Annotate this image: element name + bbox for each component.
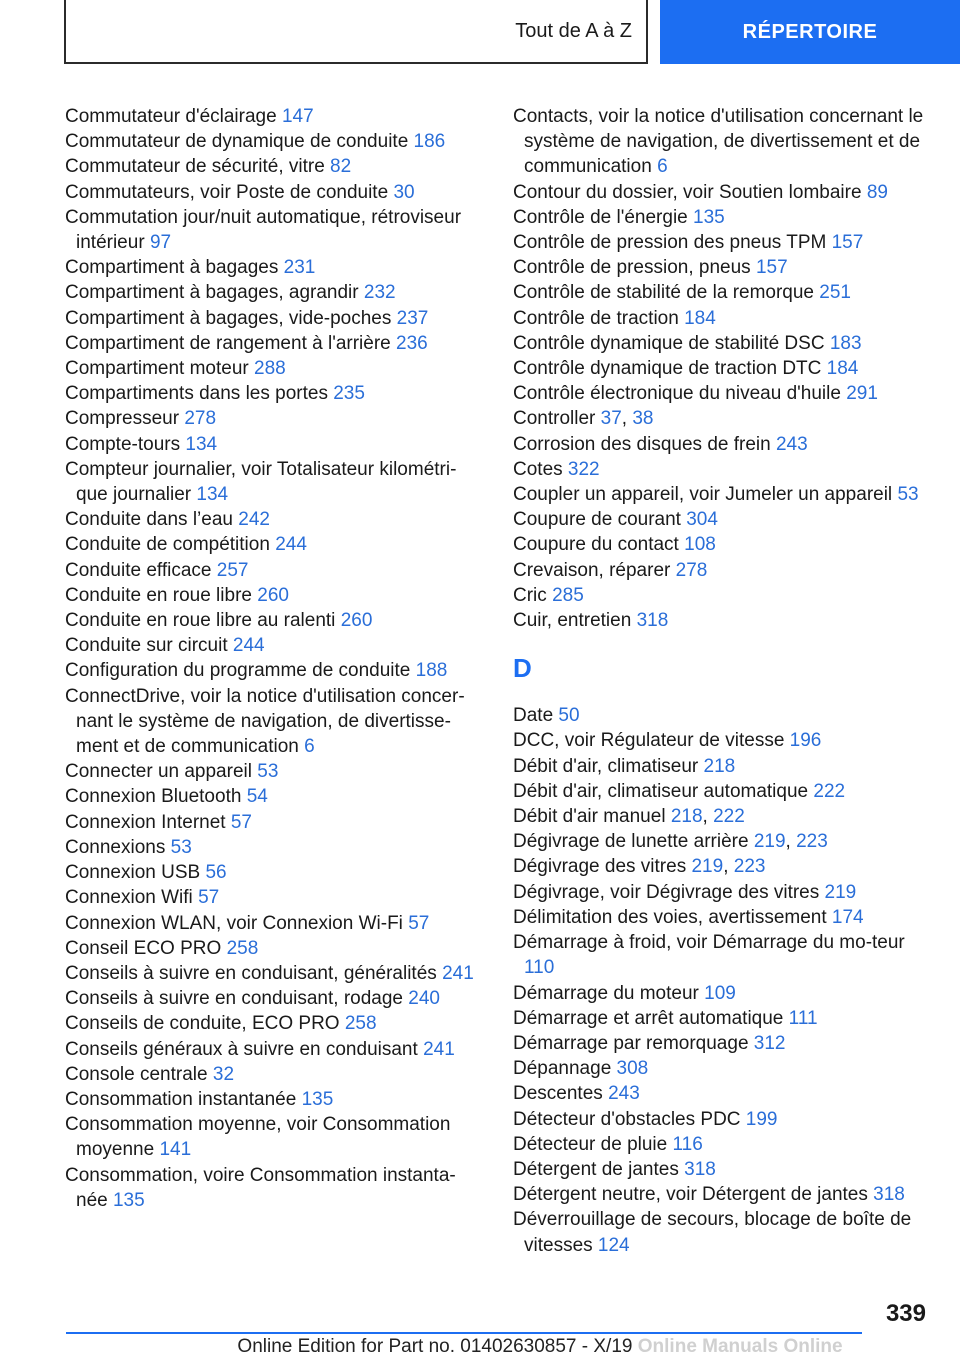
- index-column-left: [65, 104, 480, 1213]
- index-entry-text: Compte-tours: [65, 433, 181, 455]
- page-reference-link[interactable]: 157: [831, 232, 864, 254]
- index-entry: [513, 905, 933, 930]
- page-reference-link[interactable]: 184: [826, 358, 859, 380]
- chapter-tab[interactable]: [660, 0, 960, 64]
- page-reference-link[interactable]: 82: [330, 156, 352, 178]
- page-reference-link[interactable]: 183: [829, 332, 862, 354]
- section-letter-d: D: [513, 653, 532, 684]
- index-entry: [513, 558, 933, 583]
- index-entry-text: Console centrale: [65, 1063, 208, 1085]
- index-entry-text: Commutateurs, voir Poste de conduite: [65, 181, 389, 203]
- index-entry: [513, 532, 933, 557]
- footer-edition-text: Online Edition for Part no. 01402630857 - X/19: [237, 1336, 633, 1357]
- page-reference-link[interactable]: 257: [216, 559, 249, 581]
- index-entry: [65, 1087, 480, 1112]
- index-entry: [513, 280, 933, 305]
- page-reference-link[interactable]: 53: [257, 761, 279, 783]
- index-entry: [65, 835, 480, 860]
- index-entry-text: Coupure de courant: [513, 509, 681, 531]
- index-entry: [513, 205, 933, 230]
- index-entry: [513, 779, 933, 804]
- index-entry-text: Compartiment à bagages: [65, 257, 279, 279]
- index-entry-text: Délimitation des voies, avertissement: [513, 906, 827, 928]
- index-entry-text: Contrôle de traction: [513, 307, 679, 329]
- index-entry: [513, 507, 933, 532]
- page-reference-link[interactable]: 222: [713, 806, 745, 828]
- index-entry-text: Conseils à suivre en conduisant, généralités: [65, 962, 437, 984]
- index-entry-text: Connexion Wifi: [65, 887, 193, 909]
- index-entry: [513, 255, 933, 280]
- section-tab: [64, 0, 648, 64]
- index-entry: [65, 658, 480, 683]
- index-entry: [65, 885, 480, 910]
- page-reference-link[interactable]: 219: [691, 856, 724, 878]
- index-entry: [65, 986, 480, 1011]
- index-entry-text: Connecter un appareil: [65, 761, 252, 783]
- index-entry-text: Dégivrage des vitres: [513, 856, 687, 878]
- index-entry-text: Détergent neutre, voir Détergent de jantes: [513, 1184, 868, 1206]
- page-reference-link[interactable]: 231: [283, 257, 316, 279]
- index-entry-text: Conduite efficace: [65, 559, 212, 581]
- page-reference-link[interactable]: 110: [524, 957, 555, 979]
- page-reference-link[interactable]: 135: [301, 1088, 334, 1110]
- index-entry-text: Cric: [513, 584, 547, 606]
- index-entry-text: Conduite sur circuit: [65, 635, 228, 657]
- index-entry-text: Date: [513, 705, 554, 727]
- index-entry-text: Connexion WLAN, voir Connexion Wi-Fi: [65, 912, 403, 934]
- page-reference-link[interactable]: 260: [340, 610, 373, 632]
- page-reference-link[interactable]: 57: [198, 887, 220, 909]
- page-reference-link[interactable]: 288: [254, 358, 286, 380]
- page-reference-link[interactable]: 219: [753, 831, 786, 853]
- page-reference-link[interactable]: 236: [396, 332, 428, 354]
- index-entry: [65, 558, 480, 583]
- index-entry: Controller 37, 38: [513, 408, 654, 430]
- page-reference-link[interactable]: 109: [704, 982, 736, 1004]
- page-reference-link[interactable]: 260: [257, 584, 289, 606]
- index-entry: [65, 1112, 480, 1162]
- index-entry-text: Connexion Internet: [65, 811, 226, 833]
- index-entry-text: Conduite de compétition: [65, 534, 270, 556]
- index-entry-text: Détecteur de pluie: [513, 1133, 668, 1155]
- page-reference-link[interactable]: 116: [672, 1133, 703, 1155]
- index-entry: [513, 306, 933, 331]
- index-entry-text: Débit d'air manuel: [513, 806, 666, 828]
- page-reference-link[interactable]: 135: [693, 206, 725, 228]
- page-number: 339: [885, 1300, 926, 1327]
- page-reference-link[interactable]: 223: [733, 856, 766, 878]
- page-reference-link[interactable]: 291: [846, 383, 878, 405]
- page-reference-link[interactable]: 318: [873, 1184, 905, 1206]
- page-reference-link[interactable]: 199: [745, 1108, 778, 1130]
- page-reference-link[interactable]: 38: [632, 408, 654, 430]
- page-reference-link[interactable]: 124: [597, 1234, 630, 1256]
- page-reference-link[interactable]: 134: [196, 484, 229, 506]
- index-entry: [65, 1062, 480, 1087]
- index-entry-text: Démarrage et arrêt automatique: [513, 1007, 784, 1029]
- index-entry: [513, 1157, 933, 1182]
- index-entry: [513, 1182, 933, 1207]
- page-reference-link[interactable]: 32: [212, 1063, 235, 1085]
- index-entry-text: Conseils généraux à suivre en conduisant: [65, 1038, 418, 1060]
- index-entry: [65, 1037, 480, 1062]
- page-reference-link[interactable]: 318: [684, 1158, 716, 1180]
- index-entry-text: Coupler un appareil, voir Jumeler un appareil: [513, 484, 893, 506]
- index-entry: [513, 583, 933, 608]
- page-reference-link[interactable]: 241: [442, 962, 474, 984]
- page-reference-link[interactable]: 243: [775, 433, 808, 455]
- index-entry-text: Compresseur: [65, 408, 180, 430]
- index-entry-text: Connexion Bluetooth: [65, 786, 242, 808]
- index-entry-text: Connexions: [65, 836, 166, 858]
- index-entry-text: Contrôle de pression, pneus: [513, 257, 751, 279]
- index-entry-text: Configuration du programme de conduite: [65, 660, 411, 682]
- index-entry: [65, 381, 480, 406]
- index-entry: [65, 684, 480, 760]
- index-entry: [65, 784, 480, 809]
- index-entry: [513, 1107, 933, 1132]
- index-entry-text: Commutateur de dynamique de conduite: [65, 131, 409, 153]
- index-entry-text: Compartiments dans les portes: [65, 383, 328, 405]
- index-entry: [513, 381, 933, 406]
- index-entry-text: ConnectDrive, voir la notice d'utilisation concer-nant le système de navigation, de divertisse-ment et de communication: [65, 685, 465, 758]
- page-reference-link[interactable]: 111: [788, 1007, 818, 1029]
- index-entry: [65, 104, 480, 129]
- index-entry-text: Descentes: [513, 1083, 603, 1105]
- page-reference-link[interactable]: 57: [408, 912, 430, 934]
- page-reference-link[interactable]: 223: [796, 831, 828, 853]
- page-reference-link[interactable]: 134: [185, 433, 218, 455]
- page-reference-link[interactable]: 232: [363, 282, 396, 304]
- index-entry-text: Consommation instantanée: [65, 1088, 297, 1110]
- page-reference-link[interactable]: 235: [333, 383, 365, 405]
- page-reference-link[interactable]: 57: [230, 811, 252, 833]
- page-reference-link[interactable]: 304: [686, 509, 718, 531]
- page-reference-link[interactable]: 56: [205, 862, 227, 884]
- index-entry-text: Compteur journalier, voir Totalisateur kilométri-que journalier: [65, 458, 457, 506]
- index-entry: [513, 1056, 933, 1081]
- index-entry: [513, 482, 933, 507]
- index-entry-text: Contrôle dynamique de traction DTC: [513, 358, 822, 380]
- index-entry-text: Démarrage du moteur: [513, 982, 699, 1004]
- index-entry: [513, 703, 933, 728]
- index-entry: [65, 911, 480, 936]
- page-reference-link[interactable]: 322: [567, 458, 600, 480]
- page-reference-link[interactable]: 218: [670, 806, 703, 828]
- index-entry: [65, 1163, 480, 1213]
- index-entry: [65, 860, 480, 885]
- index-entry: [65, 961, 480, 986]
- index-entry: [65, 331, 480, 356]
- index-entry: Dégivrage de lunette arrière 219, 223: [513, 831, 828, 853]
- page-reference-link[interactable]: 53: [170, 836, 192, 858]
- index-entry: [513, 880, 933, 905]
- page-reference-link[interactable]: 222: [813, 780, 846, 802]
- page-reference-link[interactable]: 6: [304, 736, 315, 758]
- index-entry-text: Conseil ECO PRO: [65, 937, 222, 959]
- index-entry: [65, 255, 480, 280]
- index-entry: [65, 507, 480, 532]
- index-entry: [65, 432, 480, 457]
- index-entry: Débit d'air manuel 218, 222: [513, 806, 745, 828]
- page-reference-link[interactable]: 244: [232, 635, 265, 657]
- index-entry-text: Démarrage à froid, voir Démarrage du mo-teur: [513, 932, 905, 954]
- footer-divider: [66, 1332, 862, 1334]
- index-entry-text: Coupure du contact: [513, 534, 679, 556]
- index-entry-text: Compartiment de rangement à l'arrière: [65, 332, 391, 354]
- page-reference-link[interactable]: 219: [824, 881, 857, 903]
- page-reference-link[interactable]: 242: [238, 509, 270, 531]
- index-entry-text: Débit d'air, climatiseur automatique: [513, 780, 809, 802]
- page-reference-link[interactable]: 312: [753, 1032, 786, 1054]
- page-reference-link[interactable]: 6: [657, 156, 668, 178]
- index-entry: [513, 230, 933, 255]
- index-entry: [513, 432, 933, 457]
- index-entry-text: Dépannage: [513, 1058, 612, 1080]
- section-title: Tout de A à Z: [515, 19, 632, 42]
- index-entry-text: Déverrouillage de secours, blocage de boîte de vitesses: [513, 1209, 912, 1256]
- index-entry: [65, 583, 480, 608]
- index-entry: [513, 728, 933, 753]
- index-entry-text: Compartiment à bagages, vide-poches: [65, 307, 392, 329]
- index-entry: [513, 331, 933, 356]
- index-entry: [513, 180, 933, 205]
- index-entry-text: Compartiment moteur: [65, 358, 249, 380]
- index-entry-text: Contour du dossier, voir Soutien lombaire: [513, 181, 862, 203]
- index-entry: [513, 981, 933, 1006]
- page-reference-link[interactable]: 258: [226, 937, 259, 959]
- index-entry: [513, 1031, 933, 1056]
- page-reference-link[interactable]: 141: [159, 1139, 192, 1161]
- page-reference-link[interactable]: 97: [149, 232, 172, 254]
- index-entry: [65, 608, 480, 633]
- index-entry: [65, 129, 480, 154]
- index-entry-text: Commutateur de sécurité, vitre: [65, 156, 325, 178]
- page-reference-link[interactable]: 237: [396, 307, 429, 329]
- index-entry: [65, 633, 480, 658]
- page-reference-link[interactable]: 50: [558, 705, 580, 727]
- page-reference-link[interactable]: 240: [408, 988, 440, 1010]
- page-reference-link[interactable]: 157: [755, 257, 788, 279]
- index-entry-text: Consommation moyenne, voir Consommation moyenne: [65, 1114, 451, 1161]
- index-entry-text: Démarrage par remorquage: [513, 1032, 749, 1054]
- page-reference-link[interactable]: 251: [819, 282, 851, 304]
- index-entry-text: Conduite en roue libre au ralenti: [65, 610, 336, 632]
- page-reference-link[interactable]: 278: [675, 559, 708, 581]
- page-reference-link[interactable]: 184: [684, 307, 716, 329]
- index-entry: [65, 406, 480, 431]
- index-column-right: [513, 104, 933, 1258]
- page-reference-link[interactable]: 308: [616, 1058, 649, 1080]
- page-reference-link[interactable]: 53: [897, 484, 919, 506]
- index-entry-text: Dégivrage, voir Dégivrage des vitres: [513, 881, 820, 903]
- index-entry-text: Controller: [513, 408, 596, 430]
- page-reference-link[interactable]: 54: [246, 786, 268, 808]
- index-entry-text: Cotes: [513, 458, 563, 480]
- index-entry-text: Corrosion des disques de frein: [513, 433, 771, 455]
- page-reference-link[interactable]: 243: [608, 1083, 640, 1105]
- page-reference-link[interactable]: 89: [866, 181, 888, 203]
- footer: [0, 1336, 960, 1358]
- index-entry-text: Conduite en roue libre: [65, 584, 252, 606]
- page-reference-link[interactable]: 30: [393, 181, 415, 203]
- index-entry: [513, 930, 933, 980]
- page-reference-link[interactable]: 285: [552, 584, 584, 606]
- index-entry: [65, 759, 480, 784]
- index-entry-text: Débit d'air, climatiseur: [513, 755, 699, 777]
- page-reference-link[interactable]: 278: [184, 408, 217, 430]
- index-entry: [65, 457, 480, 507]
- index-entry: [65, 154, 480, 179]
- page-reference-link[interactable]: 244: [275, 534, 307, 556]
- page-reference-link[interactable]: 108: [684, 534, 716, 556]
- page-reference-link[interactable]: 188: [415, 660, 448, 682]
- index-entry-text: Commutateur d'éclairage: [65, 106, 277, 127]
- page-reference-link[interactable]: 218: [703, 755, 736, 777]
- index-entry-text: Conduite dans l’eau: [65, 509, 233, 531]
- index-entry-text: Contrôle électronique du niveau d'huile: [513, 383, 841, 405]
- index-entry: [513, 356, 933, 381]
- index-entry: [65, 532, 480, 557]
- index-entry-text: Conseils à suivre en conduisant, rodage: [65, 988, 403, 1010]
- page-reference-link[interactable]: 174: [831, 906, 864, 928]
- index-entry: [65, 205, 480, 255]
- page-reference-link[interactable]: 196: [789, 730, 822, 752]
- chapter-title: RÉPERTOIRE: [742, 20, 878, 43]
- page-reference-link[interactable]: 258: [344, 1013, 377, 1035]
- index-entry: [513, 1081, 933, 1106]
- index-entry-text: DCC, voir Régulateur de vitesse: [513, 730, 785, 752]
- footer-brand-watermark: Online Manuals Online: [637, 1336, 843, 1357]
- index-entry-text: Compartiment à bagages, agrandir: [65, 282, 359, 304]
- index-entry: [513, 754, 933, 779]
- page-reference-link[interactable]: 37: [600, 408, 622, 430]
- index-entry-text: Contrôle dynamique de stabilité DSC: [513, 332, 825, 354]
- index-entry-text: Contacts, voir la notice d'utilisation concernant le système de navigation, de divertissement et de communication: [513, 106, 924, 178]
- index-entry: [513, 1006, 933, 1031]
- index-entry: [513, 457, 933, 482]
- index-entry: [65, 1011, 480, 1036]
- index-entry: [65, 180, 480, 205]
- index-entry: Dégivrage des vitres 219, 223: [513, 856, 766, 878]
- index-entry-text: Détergent de jantes: [513, 1158, 679, 1180]
- index-entry-text: Connexion USB: [65, 862, 201, 884]
- page-reference-link[interactable]: 135: [112, 1189, 145, 1211]
- index-entry: [65, 356, 480, 381]
- index-entry-text: Contrôle de l'énergie: [513, 206, 688, 228]
- index-entry-text: Conseils de conduite, ECO PRO: [65, 1013, 340, 1035]
- page-reference-link[interactable]: 241: [423, 1038, 455, 1060]
- page-reference-link[interactable]: 318: [636, 610, 669, 632]
- index-entry: [513, 608, 933, 633]
- index-entry-text: Commutation jour/nuit automatique, rétroviseur intérieur: [65, 206, 462, 254]
- index-entry: [65, 280, 480, 305]
- index-entry-text: Cuir, entretien: [513, 610, 632, 632]
- index-entry: [65, 936, 480, 961]
- index-entry-text: Crevaison, réparer: [513, 559, 671, 581]
- index-entry-text: Dégivrage de lunette arrière: [513, 831, 749, 853]
- index-entry: [513, 1207, 933, 1257]
- index-entry-text: Contrôle de pression des pneus TPM: [513, 232, 827, 254]
- index-entry: [513, 1132, 933, 1157]
- index-entry: [65, 306, 480, 331]
- page-reference-link[interactable]: 186: [413, 131, 446, 153]
- page-reference-link[interactable]: 147: [281, 106, 314, 127]
- index-entry-text: Détecteur d'obstacles PDC: [513, 1108, 741, 1130]
- index-entry-text: Contrôle de stabilité de la remorque: [513, 282, 815, 304]
- index-entry-text: Consommation, voire Consommation instanta-née: [65, 1164, 456, 1211]
- index-entry: [65, 810, 480, 835]
- index-entry: [513, 104, 933, 180]
